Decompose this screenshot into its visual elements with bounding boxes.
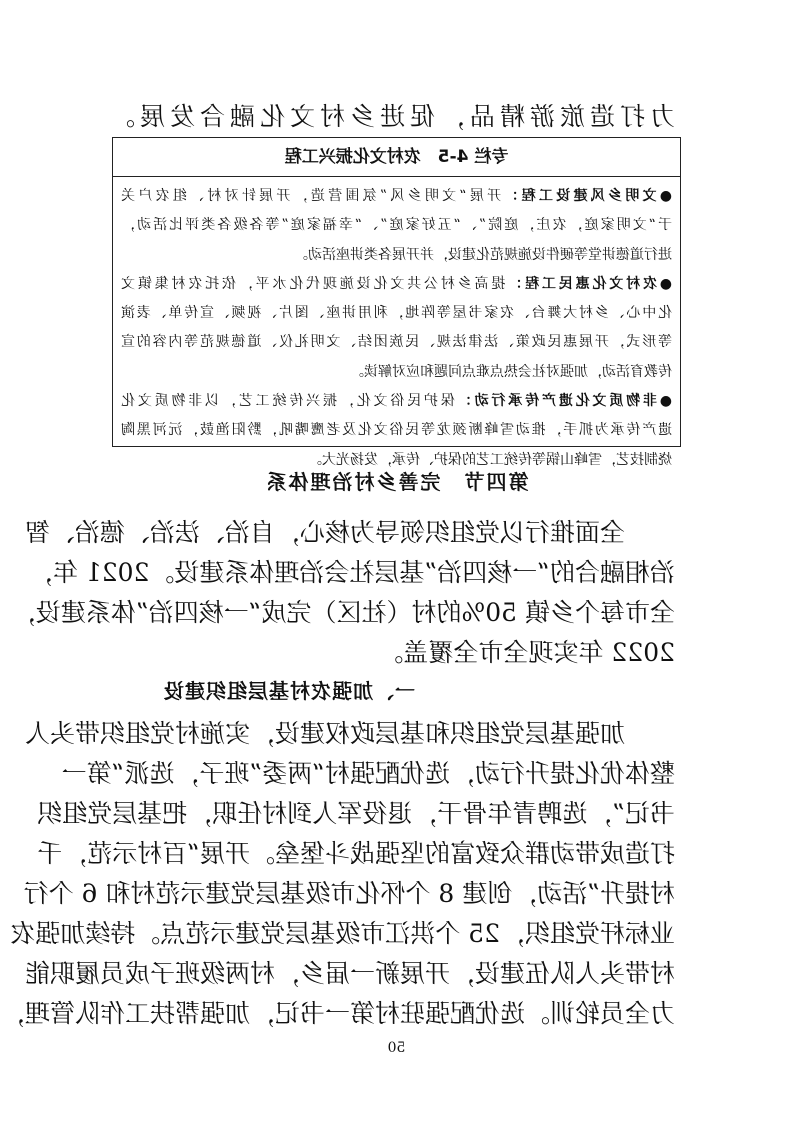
body-text-line: 业标杆党组织，25 个洪江市级基层党建示范点。持续加强农 [10, 919, 675, 948]
column-line: 传教育活动，加强对社会热点难点问题和应对解读。 [350, 363, 672, 380]
bullet: ● [656, 393, 672, 410]
item-heading: 农村文化惠民工程： [505, 275, 657, 292]
item-heading: 文明乡风建设工程： [501, 188, 657, 204]
body-text-line: 村提升”活动，创建 8 个怀化市级基层党建示范村和 6 个行 [23, 879, 675, 908]
bullet: ● [656, 275, 672, 292]
item-text: 开展“文明乡风”氛围营造，开展针对村、组农户关 [121, 188, 502, 204]
column-line [121, 270, 672, 299]
body-text-line: 打造成带动群众致富的坚强战斗堡垒。开展“百村示范，千 [37, 839, 675, 868]
body-text-line: 村带头人队伍建设，开展新一届乡，村两级班子成员履职能 [24, 959, 675, 988]
column-box [112, 137, 681, 468]
column-line: 烧制技艺，雪峰山锅等传统工艺的保护、传承，发扬光大。 [308, 451, 672, 468]
item-text: 保护民俗文化，振兴传统工艺，以非物质文化 [120, 393, 455, 410]
column-line: 进行道德讲堂等硬件设施规范化建设，并开展各类讲座活动。 [294, 246, 672, 263]
body-text-line: 全市每个乡镇 50%的村（社区）完成“一核四治”体系建设， [10, 598, 675, 627]
column-line: 于“文明家庭，农庄，庭院”、“五好家庭”、“幸福家庭”等各级各类评比活动， [121, 217, 672, 234]
column-line [121, 182, 672, 211]
section-heading: 第四节 完善乡村治理体系 [264, 470, 529, 494]
column-line: 等形式，开展惠民政策、法律法规、民族团结、文明礼仪、道德规范等内容的宣 [121, 334, 672, 351]
item-heading: 非物质文化遗产传承行动： [454, 393, 657, 410]
bullet: ● [656, 188, 672, 204]
column-line [121, 387, 672, 416]
column-line: 遗产传承为抓手，推动雪峰断颈龙等民俗文化及老鹰嘴吼，黔阳渔鼓，沅河黑陶 [121, 422, 672, 439]
body-text-line: 书记”，选聘青年骨干，退役军人到村任职，把基层党组织 [37, 799, 675, 828]
body-text-line: 力全员轮训。选优配强驻村第一书记，加强帮扶工作队管理， [0, 999, 675, 1028]
body-text-line: 治相融合的“一核四治”基层社会治理体系建设。2021 年， [27, 558, 675, 587]
subsection-heading: 一、加强农村基层组织建设 [163, 679, 415, 703]
body-text-line: 加强基层党组织和基层政权建设，实施村党组织带头人 [24, 719, 625, 748]
body-text-line: 力打造旅游精品，促进乡村文化融合发展。 [110, 102, 675, 131]
column-body [113, 177, 680, 475]
column-title: 专栏 4-5 农村文化振兴工程 [113, 138, 680, 177]
body-text-line: 全面推行以党组织领导为核心，自治、法治、德治、智 [24, 518, 625, 547]
body-text-line: 整体优化提升行动，选优配强村“两委”班子，选派“第一 [61, 759, 675, 788]
page-number: 50 [387, 1040, 406, 1056]
column-line: 化中心、乡村大舞台、农家书屋等阵地，利用讲座、图片、视频、宣传单、表演 [121, 305, 672, 322]
body-text-line: 2022 年实现全市全覆盖。 [378, 638, 675, 667]
item-text: 提高乡村公共文化设施现代化水平，依托农村集镇文 [120, 275, 506, 292]
